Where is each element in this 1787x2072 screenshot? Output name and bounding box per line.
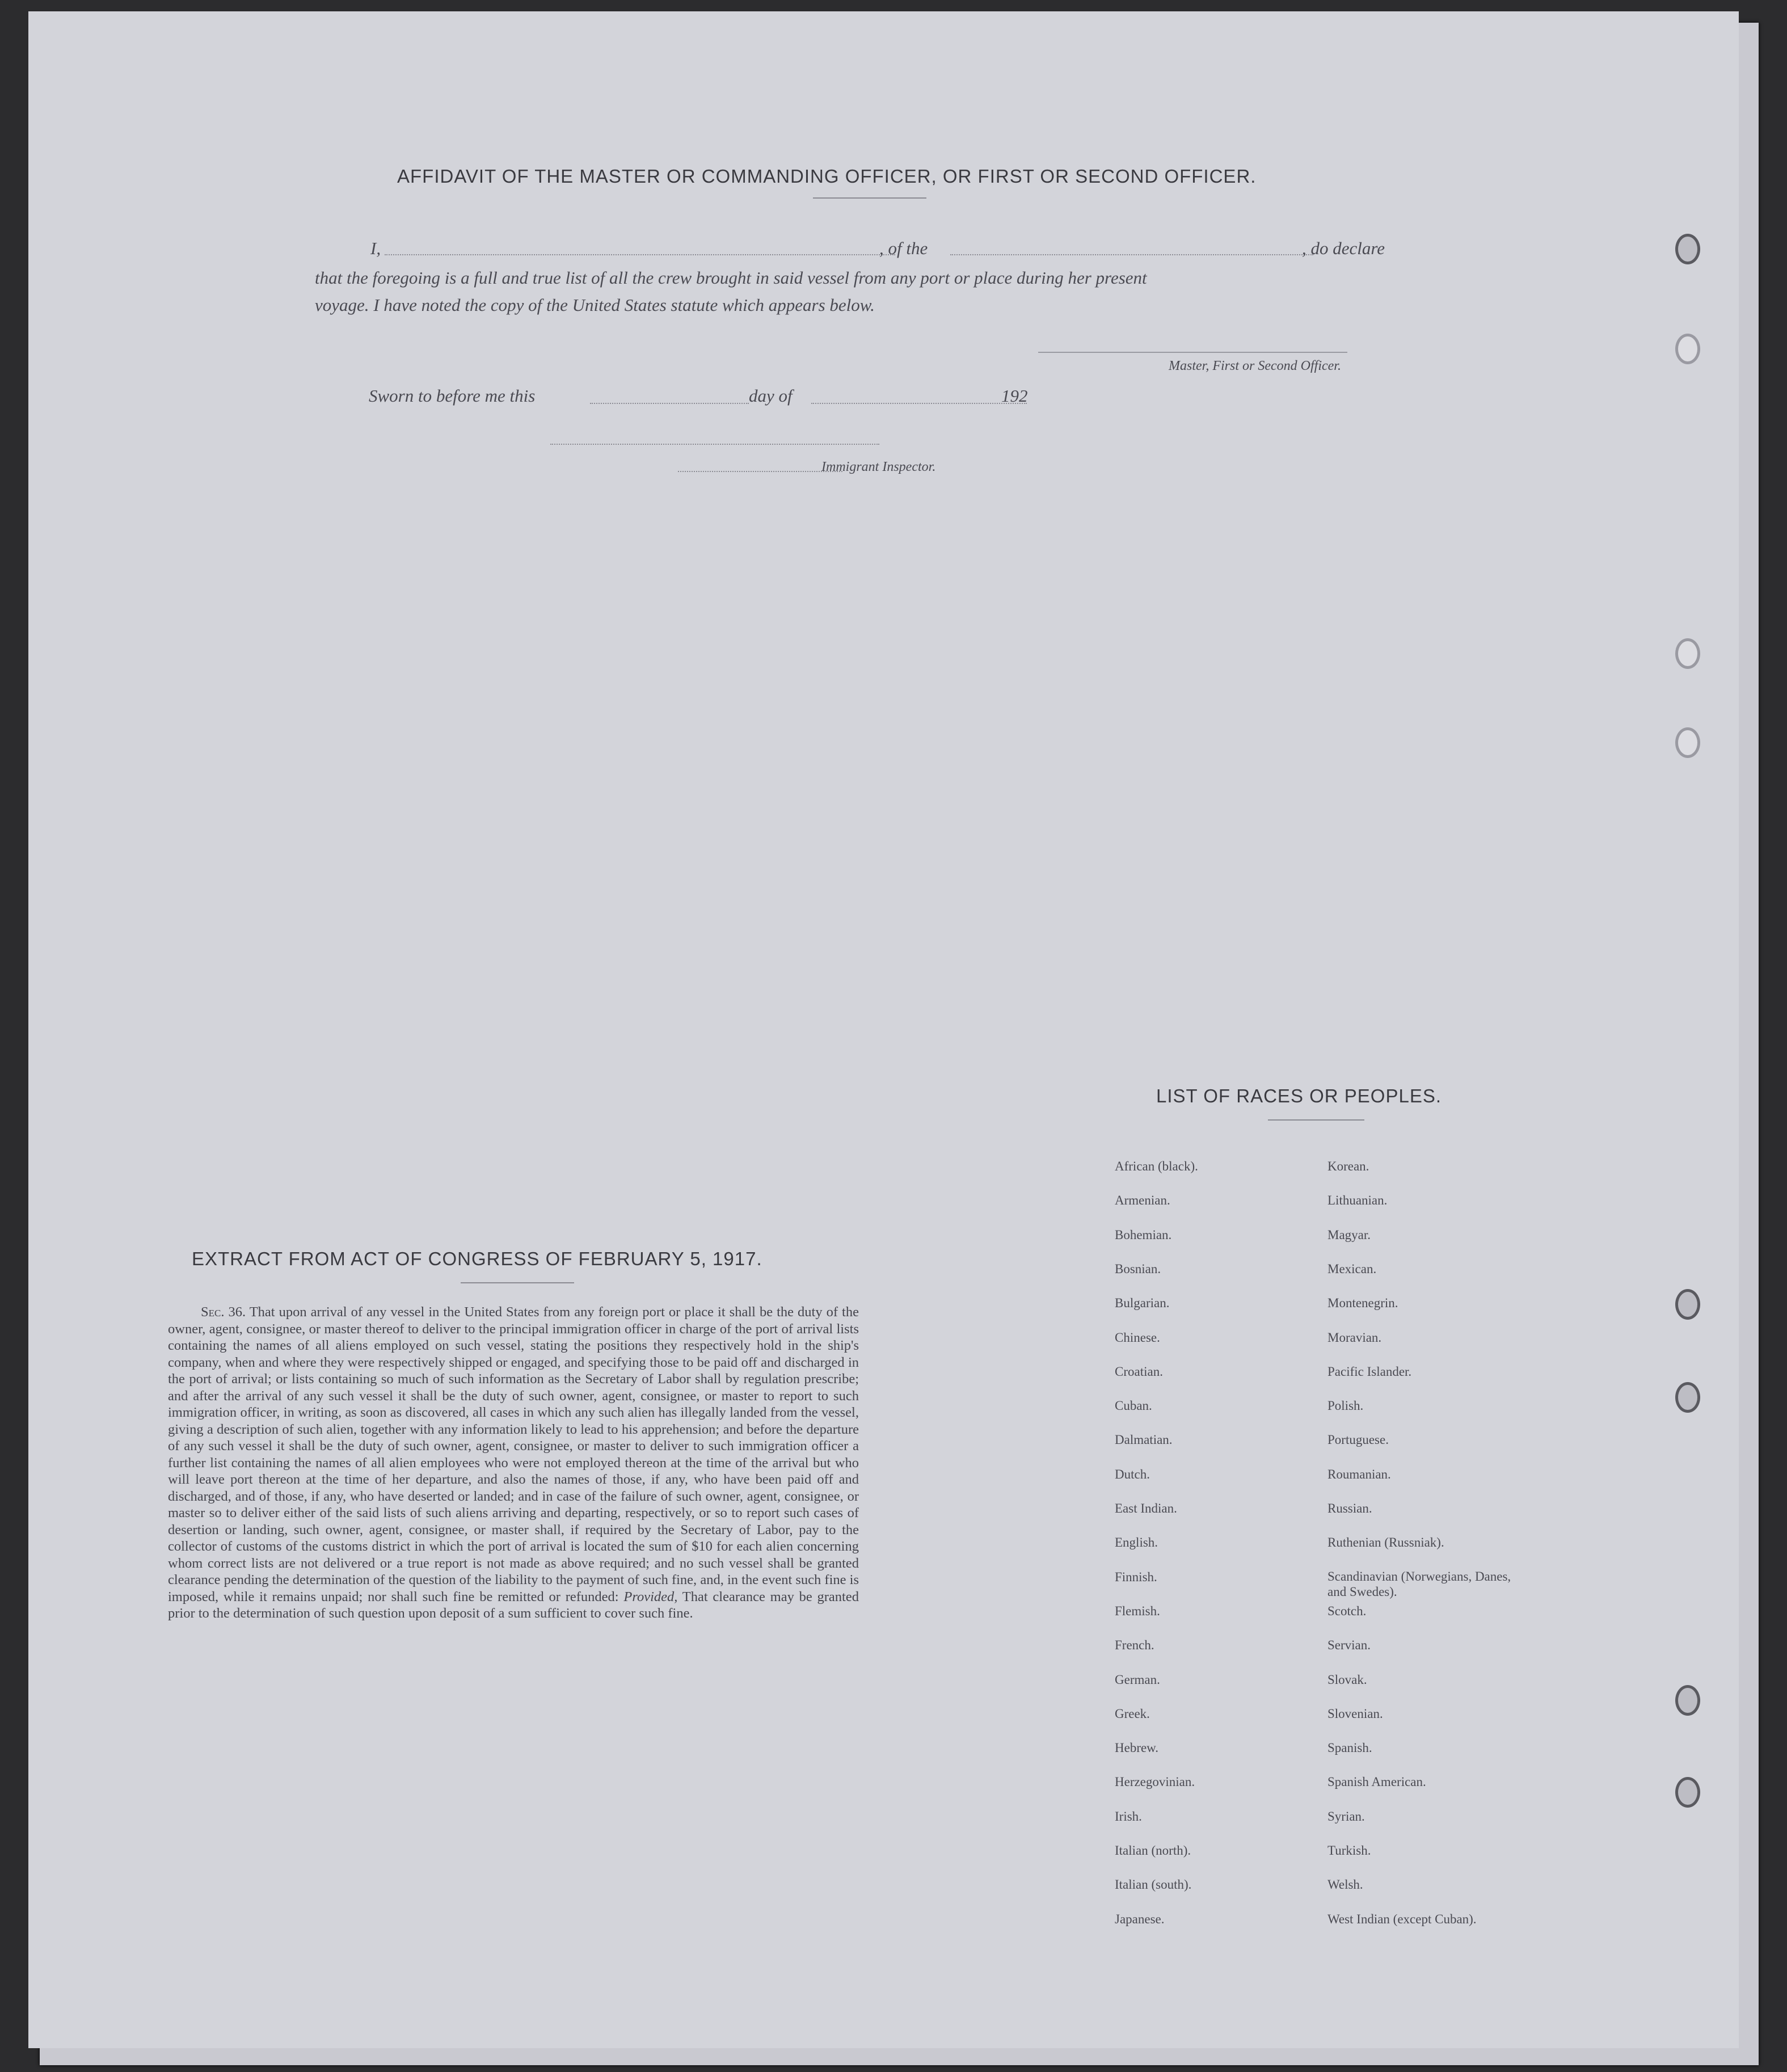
race-item: Croatian. bbox=[1115, 1364, 1163, 1379]
race-item: Japanese. bbox=[1115, 1911, 1165, 1926]
race-item: Bulgarian. bbox=[1115, 1296, 1170, 1311]
race-item: West Indian (except Cuban). bbox=[1327, 1911, 1477, 1926]
race-item: Dutch. bbox=[1115, 1467, 1150, 1481]
race-item: French. bbox=[1115, 1638, 1154, 1653]
race-item: Portuguese. bbox=[1327, 1433, 1389, 1447]
proviso-word: Provided, bbox=[623, 1589, 678, 1604]
race-item: Irish. bbox=[1115, 1809, 1142, 1823]
race-item: Greek. bbox=[1115, 1706, 1150, 1721]
signer-label: Master, First or Second Officer. bbox=[1169, 359, 1341, 373]
binder-hole bbox=[1675, 638, 1700, 669]
binder-hole bbox=[1675, 1777, 1700, 1808]
race-item: Chinese. bbox=[1115, 1330, 1160, 1345]
race-item: Italian (south). bbox=[1115, 1877, 1192, 1892]
race-item: Armenian. bbox=[1115, 1193, 1170, 1208]
race-item: Bohemian. bbox=[1115, 1227, 1172, 1242]
race-item: Scandinavian (Norwegians, Danes, and Swedes). bbox=[1327, 1569, 1511, 1599]
sworn-year: 192 bbox=[1001, 386, 1028, 406]
race-item: Roumanian. bbox=[1327, 1467, 1391, 1481]
sworn-day: day of bbox=[749, 386, 793, 406]
race-item: Scotch. bbox=[1327, 1603, 1367, 1618]
sworn-month-blank[interactable] bbox=[811, 403, 1027, 404]
race-item: Spanish American. bbox=[1327, 1775, 1426, 1789]
section-label: Sec. 36. bbox=[201, 1304, 246, 1320]
affidavit-i: I, bbox=[370, 238, 381, 258]
race-item: Bosnian. bbox=[1115, 1261, 1161, 1276]
race-item: Spanish. bbox=[1327, 1741, 1372, 1755]
race-item: Lithuanian. bbox=[1327, 1193, 1388, 1208]
name-blank[interactable] bbox=[385, 254, 895, 255]
race-item: Slovenian. bbox=[1327, 1706, 1383, 1721]
vessel-blank[interactable] bbox=[950, 254, 1313, 255]
race-item: Syrian. bbox=[1327, 1809, 1365, 1823]
binder-hole bbox=[1675, 1289, 1700, 1320]
race-item: Slovak. bbox=[1327, 1672, 1367, 1687]
race-item: Pacific Islander. bbox=[1327, 1364, 1412, 1379]
race-item: Servian. bbox=[1327, 1638, 1371, 1653]
race-item: Polish. bbox=[1327, 1399, 1364, 1413]
document-page bbox=[28, 11, 1739, 2048]
race-item: Ruthenian (Russniak). bbox=[1327, 1535, 1444, 1550]
race-item: Montenegrin. bbox=[1327, 1296, 1398, 1311]
race-item: Russian. bbox=[1327, 1501, 1372, 1515]
race-item: English. bbox=[1115, 1535, 1158, 1550]
inspector-sub-line bbox=[678, 471, 842, 472]
race-item: Welsh. bbox=[1327, 1877, 1363, 1892]
act-section-36 bbox=[168, 1304, 859, 1622]
proviso-text: That clearance may be granted prior to the determination of such question upon deposit of a sum sufficient to cover such fine. bbox=[168, 1589, 859, 1621]
binder-hole bbox=[1675, 1382, 1700, 1413]
affidavit-of-the: , of the bbox=[879, 238, 928, 258]
binder-hole bbox=[1675, 334, 1700, 364]
affidavit-declare: , do declare bbox=[1302, 238, 1385, 258]
race-item: Finnish. bbox=[1115, 1569, 1157, 1584]
binder-hole bbox=[1675, 234, 1700, 264]
races-title: LIST OF RACES OR PEOPLES. bbox=[1156, 1085, 1442, 1106]
inspector-label: Immigrant Inspector. bbox=[821, 460, 936, 474]
inspector-signature-line[interactable] bbox=[550, 444, 879, 445]
race-item: Dalmatian. bbox=[1115, 1433, 1173, 1447]
sworn-prefix: Sworn to before me this bbox=[369, 386, 536, 406]
race-item: Korean. bbox=[1327, 1159, 1369, 1173]
affidavit-title: AFFIDAVIT OF THE MASTER OR COMMANDING OFFICER, OR FIRST OR SECOND OFFICER. bbox=[397, 166, 1257, 187]
race-item: Magyar. bbox=[1327, 1227, 1371, 1242]
extract-title: EXTRACT FROM ACT OF CONGRESS OF FEBRUARY 5, 1917. bbox=[192, 1248, 762, 1269]
sworn-day-blank[interactable] bbox=[590, 403, 749, 404]
affidavit-line2: that the foregoing is a full and true list of all the crew brought in said vessel from any port or place during her present bbox=[315, 268, 1147, 288]
binder-hole bbox=[1675, 1685, 1700, 1716]
affidavit-line3: voyage. I have noted the copy of the United States statute which appears below. bbox=[315, 295, 875, 315]
race-item: African (black). bbox=[1115, 1159, 1198, 1173]
race-item: Mexican. bbox=[1327, 1261, 1377, 1276]
race-item: Italian (north). bbox=[1115, 1843, 1191, 1858]
race-item: Hebrew. bbox=[1115, 1741, 1159, 1755]
extract-underline bbox=[461, 1282, 574, 1283]
races-underline bbox=[1268, 1119, 1364, 1121]
binder-hole bbox=[1675, 727, 1700, 758]
race-item: East Indian. bbox=[1115, 1501, 1177, 1515]
title-underline bbox=[813, 197, 926, 199]
section-text: That upon arrival of any vessel in the United States from any foreign port or place it shall be the duty of the owner, agent, consignee, or master thereof to deliver to the principal immigration officer in charge of the port of arrival lists containing the names of all aliens employed on such vessel, stating the positions they respectively hold in the ship's company, when and where they were respectively shipped or engaged, and specifying those to be paid off and discharged in the port of arrival; or lists containing so much of such information as the Secretary of Labor shall by regulation prescribe; and after the arrival of any such vessel it shall be the duty of such owner, agent, consignee, or master to report to such immigration officer, in writing, as soon as discovered, all cases in which any such alien has illegally landed from the vessel, giving a description of such alien, together with any information likely to lead to his apprehension; and before the departure of any such vessel it shall be the duty of such owner, agent, consignee, or master to deliver to such immigration officer a further list containing the names of all alien employees who were not employed thereon at the time of the arrival but who will leave port thereon at the time of her departure, and also the names of those, if any, who have been paid off and discharged, and of those, if any, who have deserted or landed; and in case of the failure of such owner, agent, consignee, or master so to deliver either of the said lists of such aliens arriving and departing, respectively, or so to report such cases of desertion or landing, such owner, agent, consignee, or master shall, if required by the Secretary of Labor, pay to the collector of customs of the customs district in which the port of arrival is located the sum of $10 for each alien concerning whom correct lists are not delivered or a true report is not made as above required; and no such vessel shall be granted clearance pending the determination of the question of the liability to the payment of such fine, and, in the event such fine is imposed, while it remains unpaid; nor shall such fine be remitted or refunded: bbox=[168, 1304, 859, 1604]
race-item: Herzegovinian. bbox=[1115, 1775, 1195, 1789]
race-item: Cuban. bbox=[1115, 1399, 1152, 1413]
race-item: German. bbox=[1115, 1672, 1160, 1687]
race-item: Turkish. bbox=[1327, 1843, 1371, 1858]
race-item: Moravian. bbox=[1327, 1330, 1382, 1345]
signature-line[interactable] bbox=[1038, 352, 1347, 353]
race-item: Flemish. bbox=[1115, 1603, 1160, 1618]
